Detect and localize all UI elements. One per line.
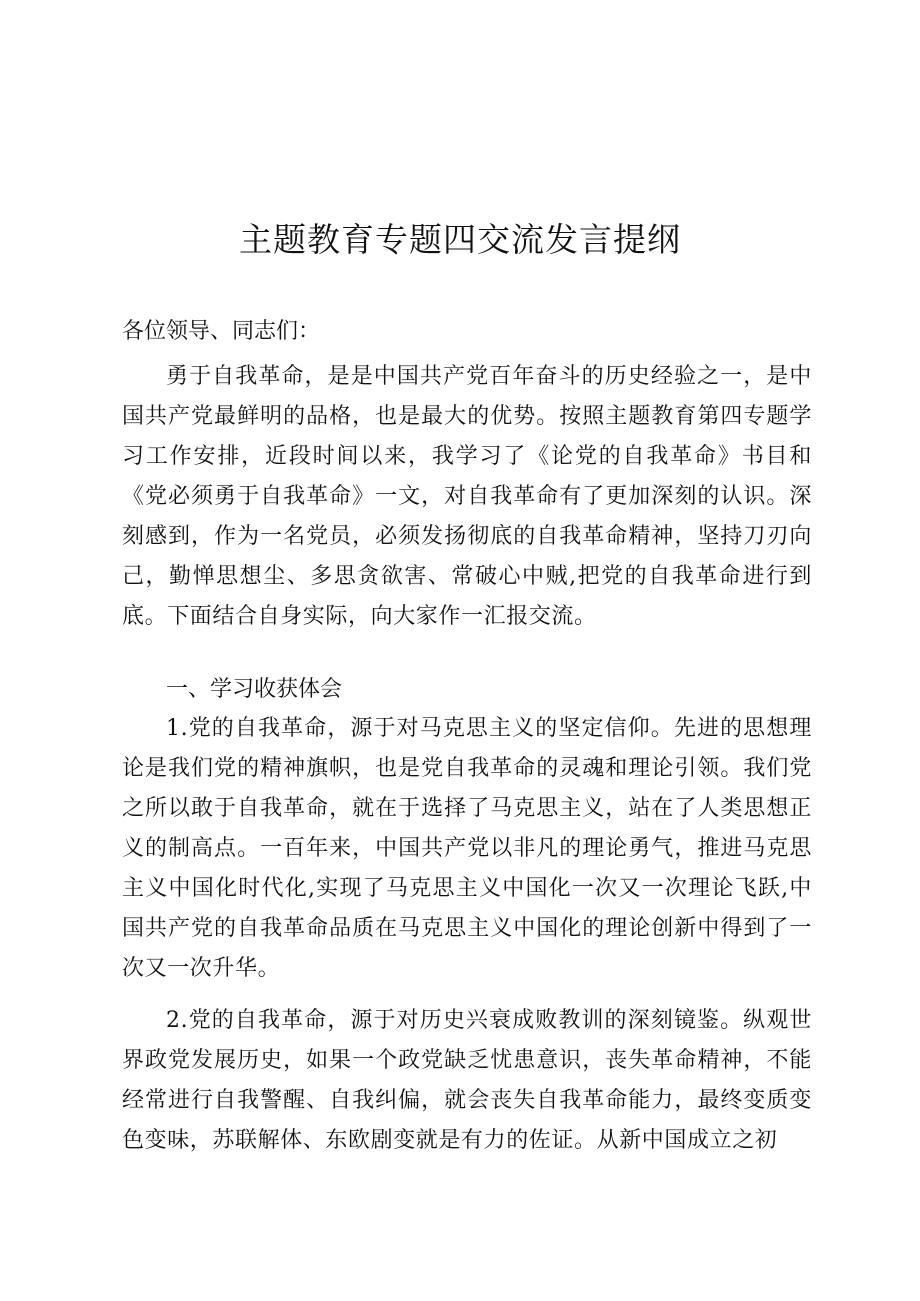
document-title: 主题教育专题四交流发言提纲 xyxy=(239,220,681,259)
point-paragraph-2: 2.党的自我革命，源于对历史兴衰成败教训的深刻镜鉴。纵观世界政党发展历史，如果一个政党缺乏忧患意识，丧失革命精神，不能经常进行自我警醒、自我纠偏，就会丧失自我革命能力，最终变质变色变味，苏联解体、东欧剧变就是有力的佐证。从新中国成立之初 xyxy=(122,1008,812,1153)
salutation: 各位领导、同志们： xyxy=(122,319,321,344)
intro-paragraph: 勇于自我革命，是是中国共产党百年奋斗的历史经验之一，是中国共产党最鲜明的品格，也是最大的优势。按照主题教育第四专题学习工作安排，近段时间以来，我学习了《论党的自我革命》书目和《党必须勇于自我革命》一文，对自我革命有了更加深刻的认识。深刻感到，作为一名党员，必须发扬彻底的自我革命精神，坚持刀刃向己，勤惮思想尘、多思贪欲害、常破心中贼,把党的自我革命进行到底。下面结合自身实际，向大家作一汇报交流。 xyxy=(122,364,812,629)
section-heading: 一、学习收获体会 xyxy=(166,677,343,702)
point-paragraph-1: 1.党的自我革命，源于对马克思主义的坚定信仰。先进的思想理论是我们党的精神旗帜，也是党自我革命的灵魂和理论引领。我们党之所以敢于自我革命，就在于选择了马克思主义，站在了人类思想正义的制高点。一百年来，中国共产党以非凡的理论勇气，推进马克思主义中国化时代化,实现了马克思主义中国化一次又一次理论飞跃,中国共产党的自我革命品质在马克思主义中国化的理论创新中得到了一次又一次升华。 xyxy=(122,716,812,981)
